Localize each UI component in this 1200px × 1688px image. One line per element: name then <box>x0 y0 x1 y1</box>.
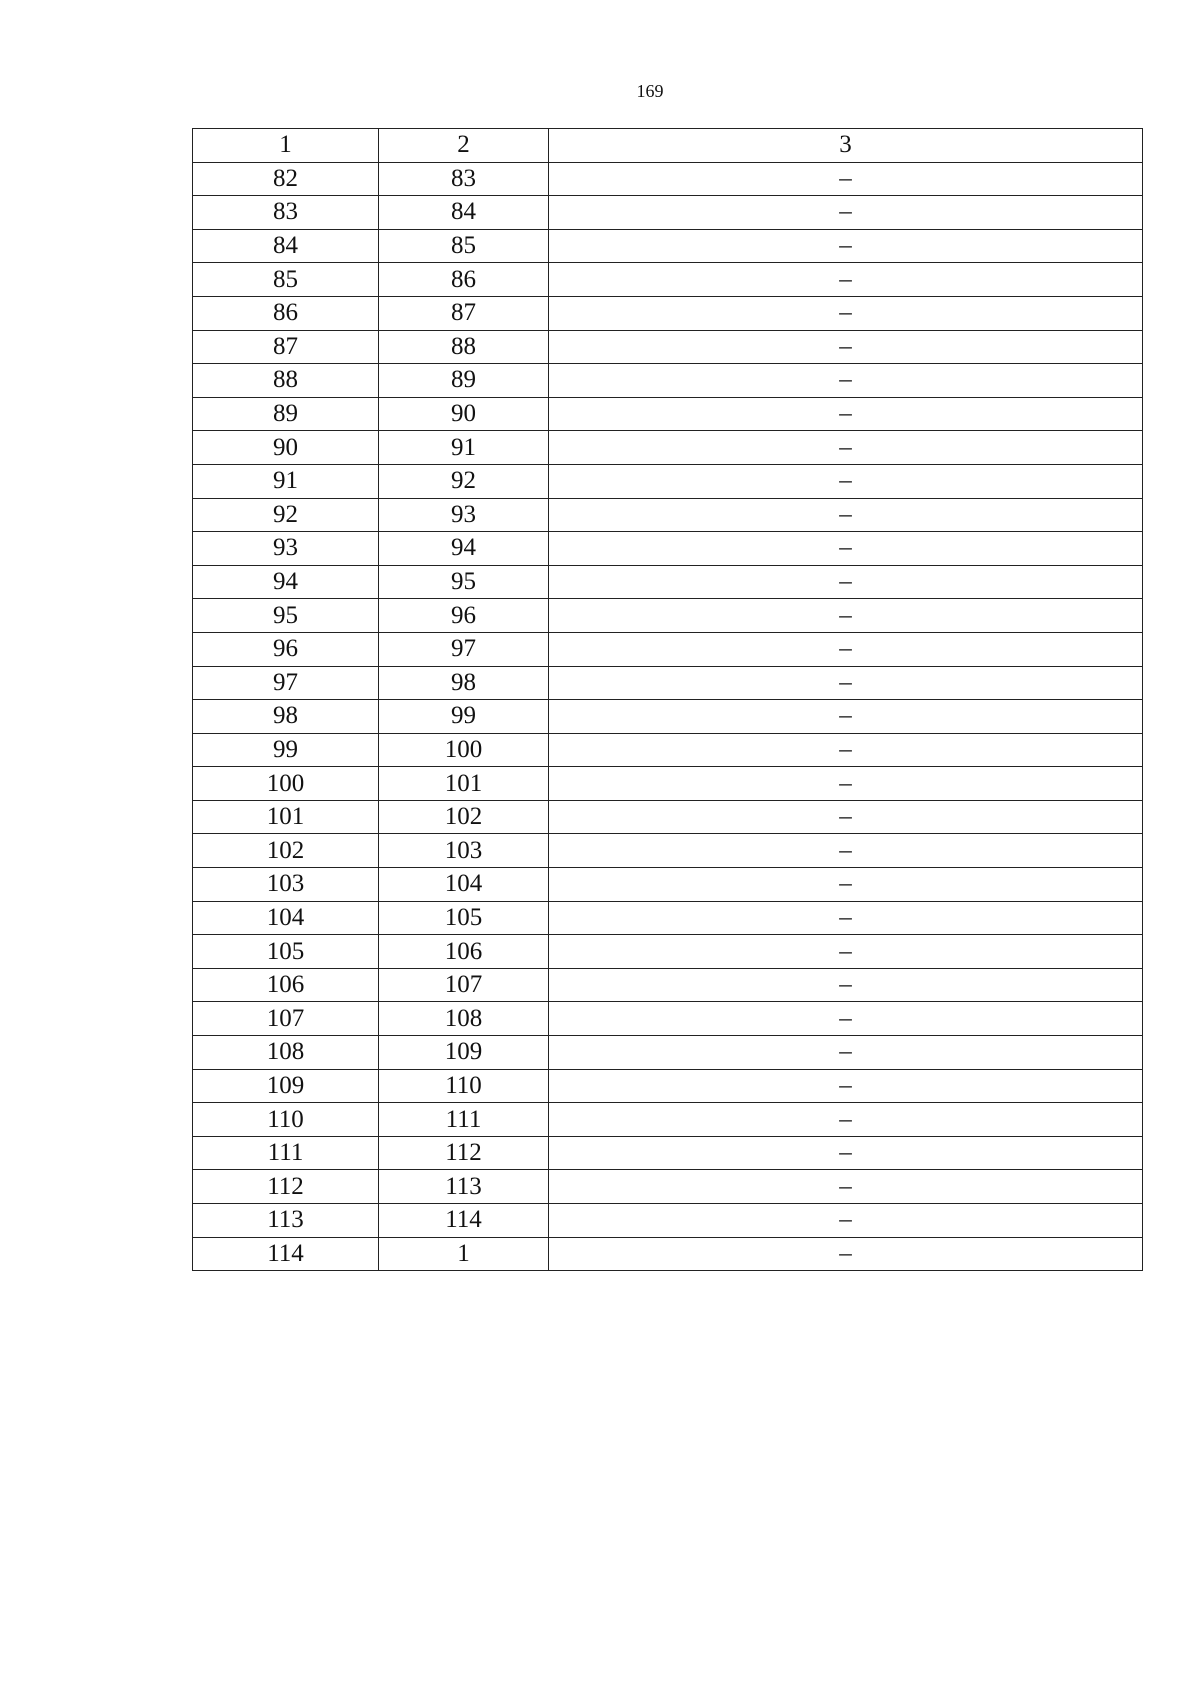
cell-col-1: 109 <box>193 1069 379 1103</box>
table-row <box>193 364 1143 398</box>
cell-col-2: 87 <box>379 296 549 330</box>
cell-col-3: – <box>549 532 1143 566</box>
cell-col-3: – <box>549 196 1143 230</box>
cell-col-2: 83 <box>379 162 549 196</box>
table-row <box>193 968 1143 1002</box>
table-row <box>193 498 1143 532</box>
cell-col-2: 86 <box>379 263 549 297</box>
cell-col-2: 90 <box>379 397 549 431</box>
cell-col-2: 1 <box>379 1237 549 1271</box>
cell-col-2: 88 <box>379 330 549 364</box>
table-row <box>193 700 1143 734</box>
cell-col-2: 94 <box>379 532 549 566</box>
cell-col-1: 98 <box>193 700 379 734</box>
cell-col-2: 95 <box>379 565 549 599</box>
cell-col-1: 89 <box>193 397 379 431</box>
table-row <box>193 1136 1143 1170</box>
cell-col-1: 91 <box>193 464 379 498</box>
cell-col-3: – <box>549 834 1143 868</box>
cell-col-3: – <box>549 1069 1143 1103</box>
page-number: 169 <box>636 81 664 101</box>
table-row <box>193 666 1143 700</box>
cell-col-3: – <box>549 431 1143 465</box>
cell-col-1: 90 <box>193 431 379 465</box>
cell-col-1: 99 <box>193 733 379 767</box>
table-header-row <box>193 129 1143 163</box>
cell-col-2: 100 <box>379 733 549 767</box>
cell-col-3: – <box>549 632 1143 666</box>
cell-col-2: 97 <box>379 632 549 666</box>
table-row <box>193 767 1143 801</box>
cell-col-3: – <box>549 498 1143 532</box>
cell-col-3: – <box>549 700 1143 734</box>
cell-col-1: 101 <box>193 800 379 834</box>
table-row <box>193 1069 1143 1103</box>
cell-col-2: 92 <box>379 464 549 498</box>
cell-col-2: 114 <box>379 1204 549 1238</box>
column-header-1: 1 <box>193 129 379 163</box>
cell-col-2: 113 <box>379 1170 549 1204</box>
cell-col-3: – <box>549 968 1143 1002</box>
cell-col-1: 106 <box>193 968 379 1002</box>
cell-col-1: 87 <box>193 330 379 364</box>
cell-col-1: 88 <box>193 364 379 398</box>
cell-col-1: 97 <box>193 666 379 700</box>
table-row <box>193 263 1143 297</box>
table-row <box>193 800 1143 834</box>
cell-col-3: – <box>549 599 1143 633</box>
cell-col-1: 105 <box>193 935 379 969</box>
cell-col-3: – <box>549 330 1143 364</box>
cell-col-3: – <box>549 935 1143 969</box>
cell-col-3: – <box>549 1170 1143 1204</box>
cell-col-2: 104 <box>379 868 549 902</box>
cell-col-1: 93 <box>193 532 379 566</box>
cell-col-1: 104 <box>193 901 379 935</box>
table-row <box>193 565 1143 599</box>
cell-col-3: – <box>549 1103 1143 1137</box>
cell-col-2: 85 <box>379 229 549 263</box>
cell-col-1: 112 <box>193 1170 379 1204</box>
table-row <box>193 397 1143 431</box>
cell-col-1: 86 <box>193 296 379 330</box>
cell-col-1: 113 <box>193 1204 379 1238</box>
cell-col-3: – <box>549 464 1143 498</box>
cell-col-2: 108 <box>379 1002 549 1036</box>
cell-col-2: 99 <box>379 700 549 734</box>
cell-col-2: 112 <box>379 1136 549 1170</box>
cell-col-2: 102 <box>379 800 549 834</box>
cell-col-2: 103 <box>379 834 549 868</box>
table-row <box>193 935 1143 969</box>
table-row <box>193 632 1143 666</box>
cell-col-2: 93 <box>379 498 549 532</box>
table-row <box>193 464 1143 498</box>
table-row <box>193 532 1143 566</box>
column-header-3: 3 <box>549 129 1143 163</box>
cell-col-2: 98 <box>379 666 549 700</box>
table-row <box>193 229 1143 263</box>
table-row <box>193 901 1143 935</box>
cell-col-3: – <box>549 1136 1143 1170</box>
cell-col-3: – <box>549 1036 1143 1070</box>
cell-col-2: 96 <box>379 599 549 633</box>
cell-col-1: 110 <box>193 1103 379 1137</box>
cell-col-2: 110 <box>379 1069 549 1103</box>
table-row <box>193 868 1143 902</box>
cell-col-3: – <box>549 162 1143 196</box>
cell-col-3: – <box>549 666 1143 700</box>
table-row <box>193 733 1143 767</box>
cell-col-1: 82 <box>193 162 379 196</box>
table-row <box>193 162 1143 196</box>
cell-col-1: 100 <box>193 767 379 801</box>
cell-col-1: 84 <box>193 229 379 263</box>
table-row <box>193 834 1143 868</box>
cell-col-1: 102 <box>193 834 379 868</box>
cell-col-1: 108 <box>193 1036 379 1070</box>
table-body <box>193 129 1143 1271</box>
table-row <box>193 431 1143 465</box>
cell-col-3: – <box>549 733 1143 767</box>
cell-col-2: 89 <box>379 364 549 398</box>
table-row <box>193 599 1143 633</box>
cell-col-1: 92 <box>193 498 379 532</box>
data-table <box>192 128 1143 1271</box>
cell-col-3: – <box>549 868 1143 902</box>
table-row <box>193 1204 1143 1238</box>
cell-col-3: – <box>549 901 1143 935</box>
table-row <box>193 1002 1143 1036</box>
cell-col-3: – <box>549 397 1143 431</box>
cell-col-2: 111 <box>379 1103 549 1137</box>
table-row <box>193 1103 1143 1137</box>
cell-col-3: – <box>549 1204 1143 1238</box>
cell-col-1: 83 <box>193 196 379 230</box>
cell-col-3: – <box>549 229 1143 263</box>
cell-col-2: 101 <box>379 767 549 801</box>
cell-col-3: – <box>549 1002 1143 1036</box>
cell-col-3: – <box>549 263 1143 297</box>
table-row <box>193 1036 1143 1070</box>
cell-col-3: – <box>549 296 1143 330</box>
cell-col-3: – <box>549 800 1143 834</box>
cell-col-1: 94 <box>193 565 379 599</box>
cell-col-3: – <box>549 1237 1143 1271</box>
cell-col-2: 84 <box>379 196 549 230</box>
cell-col-3: – <box>549 767 1143 801</box>
table-row <box>193 1237 1143 1271</box>
cell-col-1: 95 <box>193 599 379 633</box>
cell-col-2: 106 <box>379 935 549 969</box>
cell-col-1: 103 <box>193 868 379 902</box>
cell-col-1: 111 <box>193 1136 379 1170</box>
cell-col-2: 107 <box>379 968 549 1002</box>
table-row <box>193 196 1143 230</box>
table-row <box>193 296 1143 330</box>
cell-col-3: – <box>549 565 1143 599</box>
cell-col-2: 109 <box>379 1036 549 1070</box>
table-row <box>193 1170 1143 1204</box>
table-row <box>193 330 1143 364</box>
cell-col-1: 114 <box>193 1237 379 1271</box>
cell-col-2: 91 <box>379 431 549 465</box>
cell-col-3: – <box>549 364 1143 398</box>
cell-col-1: 85 <box>193 263 379 297</box>
cell-col-1: 96 <box>193 632 379 666</box>
cell-col-1: 107 <box>193 1002 379 1036</box>
cell-col-2: 105 <box>379 901 549 935</box>
column-header-2: 2 <box>379 129 549 163</box>
